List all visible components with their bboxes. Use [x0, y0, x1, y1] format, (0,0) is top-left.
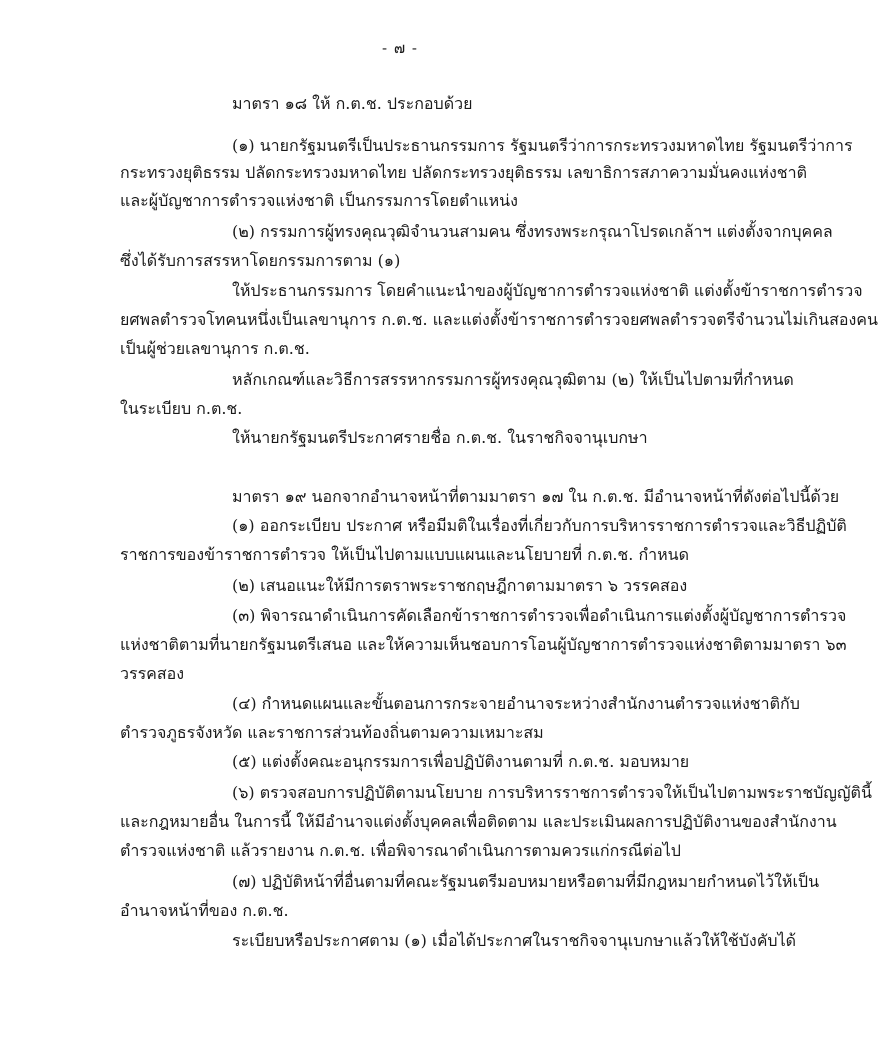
s18-para1-line2: กระทรวงยุติธรรม ปลัดกระทรวงมหาดไทย ปลัดกระทรวงยุติธรรม เลขาธิการสภาความมั่นคงแห่งชาติ: [120, 163, 808, 182]
s19-item4-line1: (๔) กำหนดแผนและขั้นตอนการกระจายอำนาจระหว่างสำนักงานตำรวจแห่งชาติกับ: [232, 694, 800, 713]
s19-item6-line1: (๖) ตรวจสอบการปฏิบัติตามนโยบาย การบริหารราชการตำรวจให้เป็นไปตามพระราชบัญญัตินี้: [232, 783, 872, 802]
s18-para2-line2: ซึ่งได้รับการสรรหาโดยกรรมการตาม (๑): [120, 251, 401, 270]
s19-item1-line1: (๑) ออกระเบียบ ประกาศ หรือมีมติในเรื่องที่เกี่ยวกับการบริหารราชการตำรวจและวิธีปฏิบัติ: [232, 516, 847, 535]
section-18-heading: มาตรา ๑๘ ให้ ก.ต.ช. ประกอบด้วย: [232, 94, 473, 113]
s19-item3-line3: วรรคสอง: [120, 664, 185, 683]
section-19-heading: มาตรา ๑๙ นอกจากอำนาจหน้าที่ตามมาตรา ๑๗ ใน ก.ต.ช. มีอำนาจหน้าที่ดังต่อไปนี้ด้วย: [232, 487, 840, 506]
s19-item4-line2: ตำรวจภูธรจังหวัด และราชการส่วนท้องถิ่นตามความเหมาะสม: [120, 723, 544, 742]
s19-closing-line1: ระเบียบหรือประกาศตาม (๑) เมื่อได้ประกาศในราชกิจจานุเบกษาแล้วให้ใช้บังคับได้: [232, 931, 797, 950]
s18-para4-line1: หลักเกณฑ์และวิธีการสรรหากรรมการผู้ทรงคุณวุฒิตาม (๒) ให้เป็นไปตามที่กำหนด: [232, 370, 794, 389]
s19-item7-line2: อำนาจหน้าที่ของ ก.ต.ช.: [120, 901, 289, 920]
s18-para5-line1: ให้นายกรัฐมนตรีประกาศรายชื่อ ก.ต.ช. ในราชกิจจานุเบกษา: [232, 428, 648, 447]
s19-item7-line1: (๗) ปฏิบัติหน้าที่อื่นตามที่คณะรัฐมนตรีมอบหมายหรือตามที่มีกฎหมายกำหนดไว้ให้เป็น: [232, 872, 820, 891]
s18-para3-line2: ยศพลตำรวจโทคนหนึ่งเป็นเลขานุการ ก.ต.ช. และแต่งตั้งข้าราชการตำรวจยศพลตำรวจตรีจำนวนไม่เกินสองคน: [120, 310, 878, 329]
s18-para3-line3: เป็นผู้ช่วยเลขานุการ ก.ต.ช.: [120, 339, 310, 358]
s19-item1-line2: ราชการของข้าราชการตำรวจ ให้เป็นไปตามแบบแผนและนโยบายที่ ก.ต.ช. กำหนด: [120, 545, 689, 564]
s19-item3-line1: (๓) พิจารณาดำเนินการคัดเลือกข้าราชการตำรวจเพื่อดำเนินการแต่งตั้งผู้บัญชาการตำรวจ: [232, 606, 847, 625]
s18-para1-line3: และผู้บัญชาการตำรวจแห่งชาติ เป็นกรรมการโดยตำแหน่ง: [120, 191, 518, 210]
s18-para3-line1: ให้ประธานกรรมการ โดยคำแนะนำของผู้บัญชาการตำรวจแห่งชาติ แต่งตั้งข้าราชการตำรวจ: [232, 281, 863, 300]
s19-item2-line1: (๒) เสนอแนะให้มีการตราพระราชกฤษฎีกาตามมาตรา ๖ วรรคสอง: [232, 576, 688, 595]
s18-para4-line2: ในระเบียบ ก.ต.ช.: [120, 399, 243, 418]
page-number: - ๗ -: [382, 39, 418, 57]
s19-item6-line3: ตำรวจแห่งชาติ แล้วรายงาน ก.ต.ช. เพื่อพิจารณาดำเนินการตามควรแก่กรณีต่อไป: [120, 841, 681, 860]
s18-para1-line1: (๑) นายกรัฐมนตรีเป็นประธานกรรมการ รัฐมนตรีว่าการกระทรวงมหาดไทย รัฐมนตรีว่าการ: [232, 136, 853, 155]
s19-item6-line2: และกฎหมายอื่น ในการนี้ ให้มีอำนาจแต่งตั้งบุคคลเพื่อติดตาม และประเมินผลการปฏิบัติงานของสำนักงาน: [120, 812, 837, 831]
s18-para2-line1: (๒) กรรมการผู้ทรงคุณวุฒิจำนวนสามคน ซึ่งทรงพระกรุณาโปรดเกล้าฯ แต่งตั้งจากบุคคล: [232, 222, 833, 241]
s19-item5-line1: (๕) แต่งตั้งคณะอนุกรรมการเพื่อปฏิบัติงานตามที่ ก.ต.ช. มอบหมาย: [232, 752, 690, 771]
s19-item3-line2: แห่งชาติตามที่นายกรัฐมนตรีเสนอ และให้ความเห็นชอบการโอนผู้บัญชาการตำรวจแห่งชาติตามมาตรา ๖๓: [120, 635, 847, 654]
